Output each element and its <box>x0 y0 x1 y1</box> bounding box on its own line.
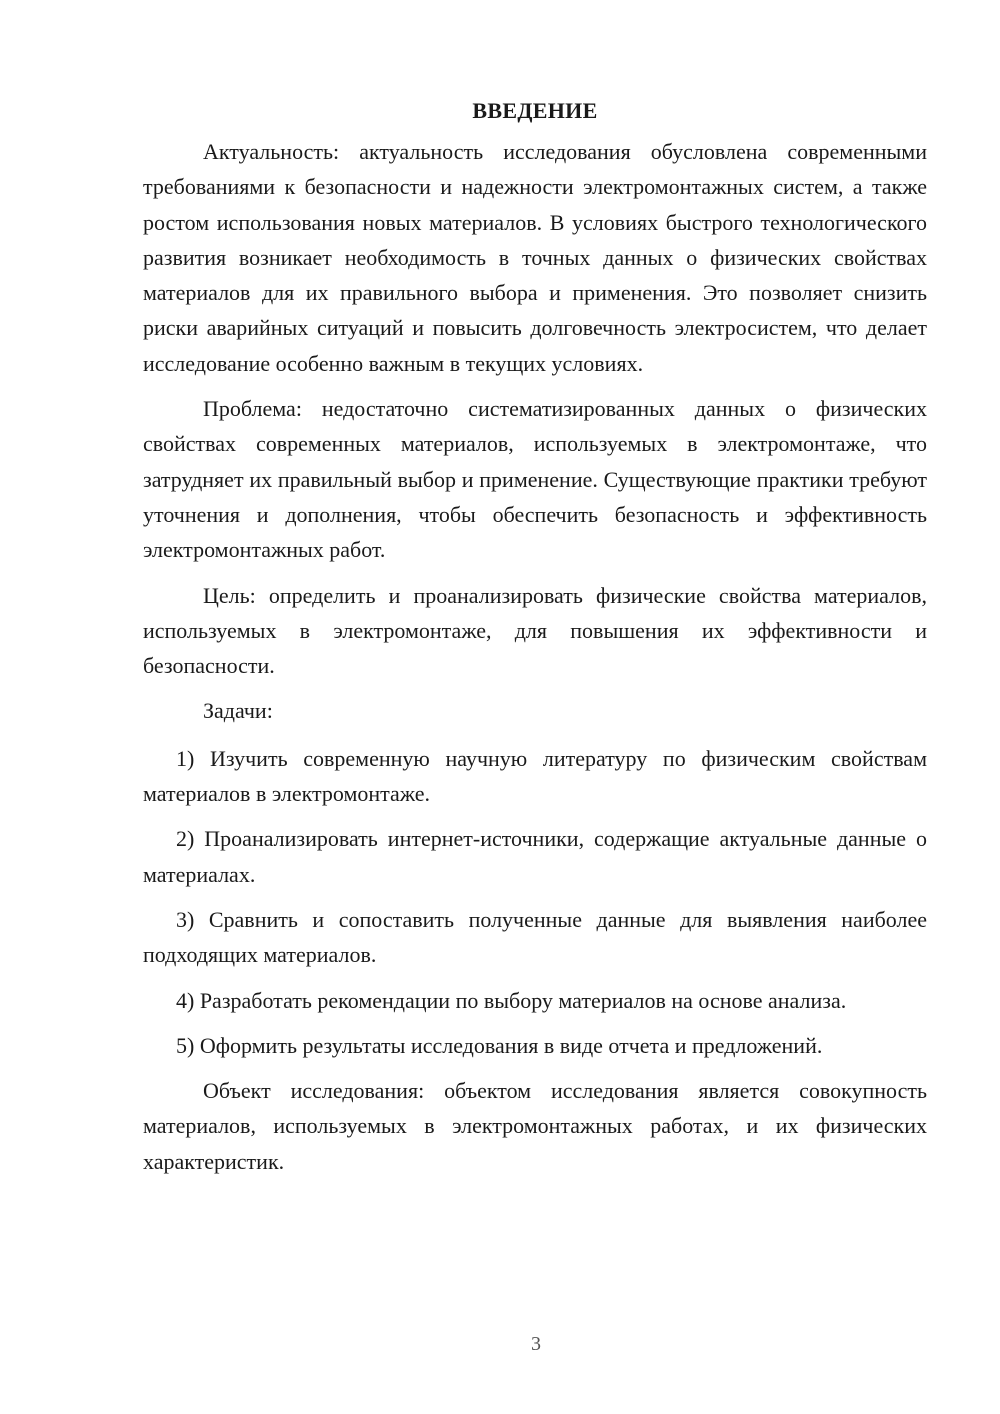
task-item-1: 1) Изучить современную научную литературу по физическим свойствам материалов в электромонтаже. <box>143 745 927 807</box>
problem-paragraph: Проблема: недостаточно систематизированных данных о физических свойствах современных материалов, используемых в электромонтаже, что затрудняет их правильный выбор и применение. Существующие практики требуют уточнения и дополнения, чтобы обеспечить безопасность и эффективность электромонтажных работ. <box>143 396 927 563</box>
task-item-4: 4) Разработать рекомендации по выбору материалов на основе анализа. <box>176 987 847 1013</box>
page-content <box>143 94 927 1189</box>
tasks-label: Задачи: <box>203 698 273 724</box>
relevance-paragraph: Актуальность: актуальность исследования обусловлена современными требованиями к безопасности и надежности электромонтажных систем, а также ростом использования новых материалов. В условиях быстрого технологического развития возникает необходимость в точных данных о физических свойствах материалов для их правильного выбора и применения. Это позволяет снизить риски аварийных ситуаций и повысить долговечность электросистем, что делает исследование особенно важным в текущих условиях. <box>143 139 927 376</box>
tasks-list <box>143 741 927 1063</box>
page-number: 3 <box>531 1333 541 1355</box>
page-title: ВВЕДЕНИЕ <box>472 98 598 123</box>
goal-paragraph: Цель: определить и проанализировать физические свойства материалов, используемых в электромонтаже, для повышения их эффективности и безопасности. <box>143 582 927 679</box>
task-item-2: 2) Проанализировать интернет-источники, содержащие актуальные данные о материалах. <box>143 826 927 887</box>
object-paragraph: Объект исследования: объектом исследования является совокупность материалов, используемых в электромонтажных работах, и их физических характеристик. <box>143 1078 927 1174</box>
task-item-5: 5) Оформить результаты исследования в виде отчета и предложений. <box>176 1032 823 1058</box>
task-item-3: 3) Сравнить и сопоставить полученные данные для выявления наиболее подходящих материалов. <box>143 906 927 968</box>
